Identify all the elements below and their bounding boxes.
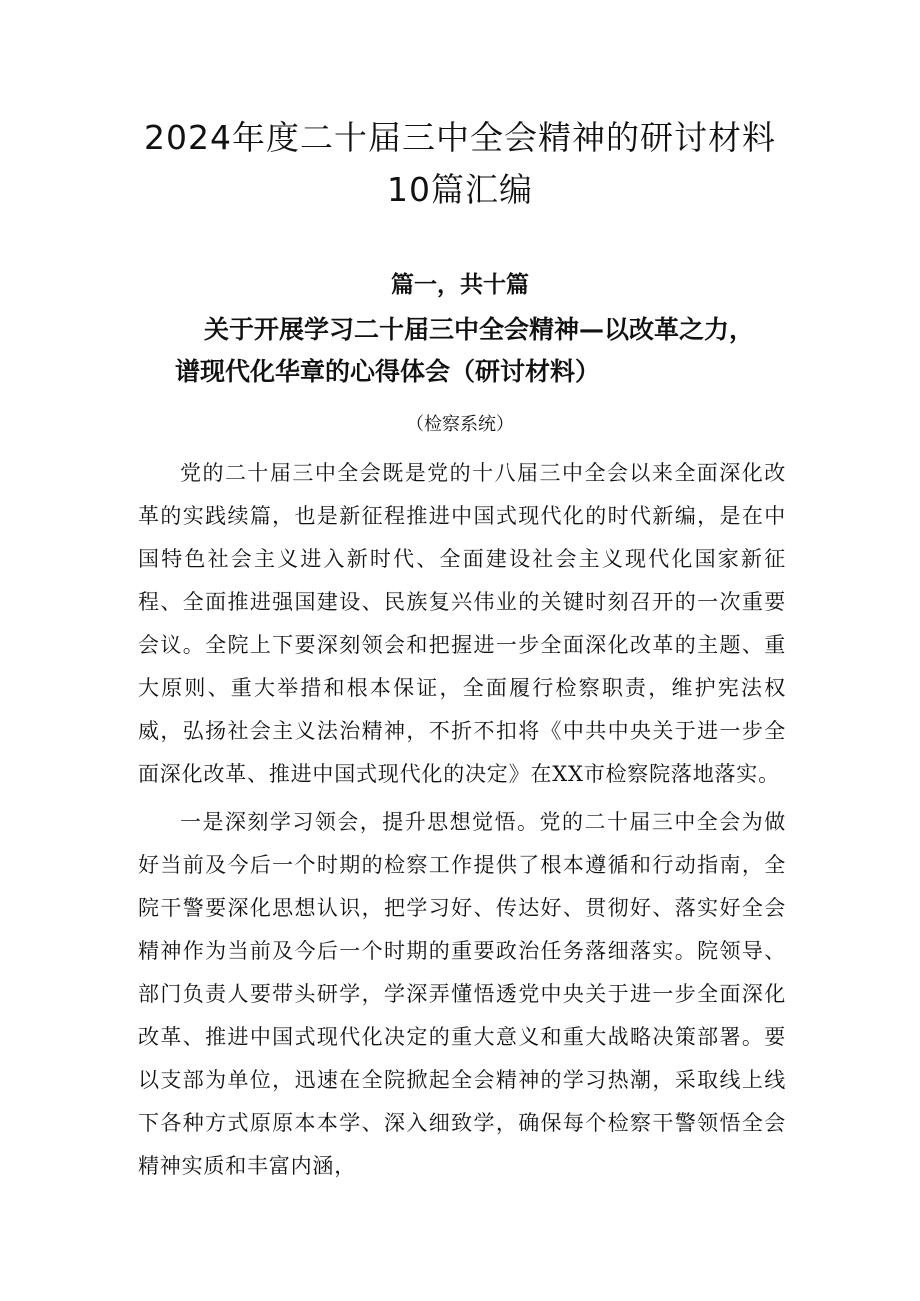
document-title (100, 112, 820, 216)
title-line-2: 10篇汇编 (387, 170, 533, 209)
section-title-line-2: 谱现代化华章的心得体会（研讨材料） (175, 357, 601, 386)
body-text (138, 452, 786, 1193)
section-title-line-1: 关于开展学习二十届三中全会精神—以改革之力， (204, 315, 755, 344)
paragraph-1: 党的二十届三中全会既是党的十八届三中全会以来全面深化改革的实践续篇，也是新征程推进中国式现代化的时代新编，是在中国特色社会主义进入新时代、全面建设社会主义现代化国家新征程、全面推进强国建设、民族复兴伟业的关键时刻召开的一次重要会议。全院上下要深刻领会和把握进一步全面深化改革的主题、重大原则、重大举措和根本保证，全面履行检察职责，维护宪法权威，弘扬社会主义法治精神，不折不扣将《中共中央关于进一步全面深化改革、推进中国式现代化的决定》在XX市检察院落地落实。 (138, 461, 786, 786)
title-line-1: 2024年度二十届三中全会精神的研讨材料 (144, 118, 776, 157)
section-label: 篇一，共十篇 (391, 272, 529, 298)
paragraph-2: 一是深刻学习领会，提升思想觉悟。党的二十届三中全会为做好当前及今后一个时期的检察工作提供了根本遵循和行动指南，全院干警要深化思想认识，把学习好、传达好、贯彻好、落实好全会精神作为当前及今后一个时期的重要政治任务落细落实。院领导、部门负责人要带头研学，学深弄懂悟透党中央关于进一步全面深化改革、推进中国式现代化决定的重大意义和重大战略决策部署。要以支部为单位，迅速在全院掀起全会精神的学习热潮，采取线上线下各种方式原原本本学、深入细致学，确保每个检察干警领悟全会精神实质和丰富内涵， (138, 810, 786, 1178)
section-title (160, 309, 820, 393)
subtitle: （检察系统） (406, 414, 514, 435)
